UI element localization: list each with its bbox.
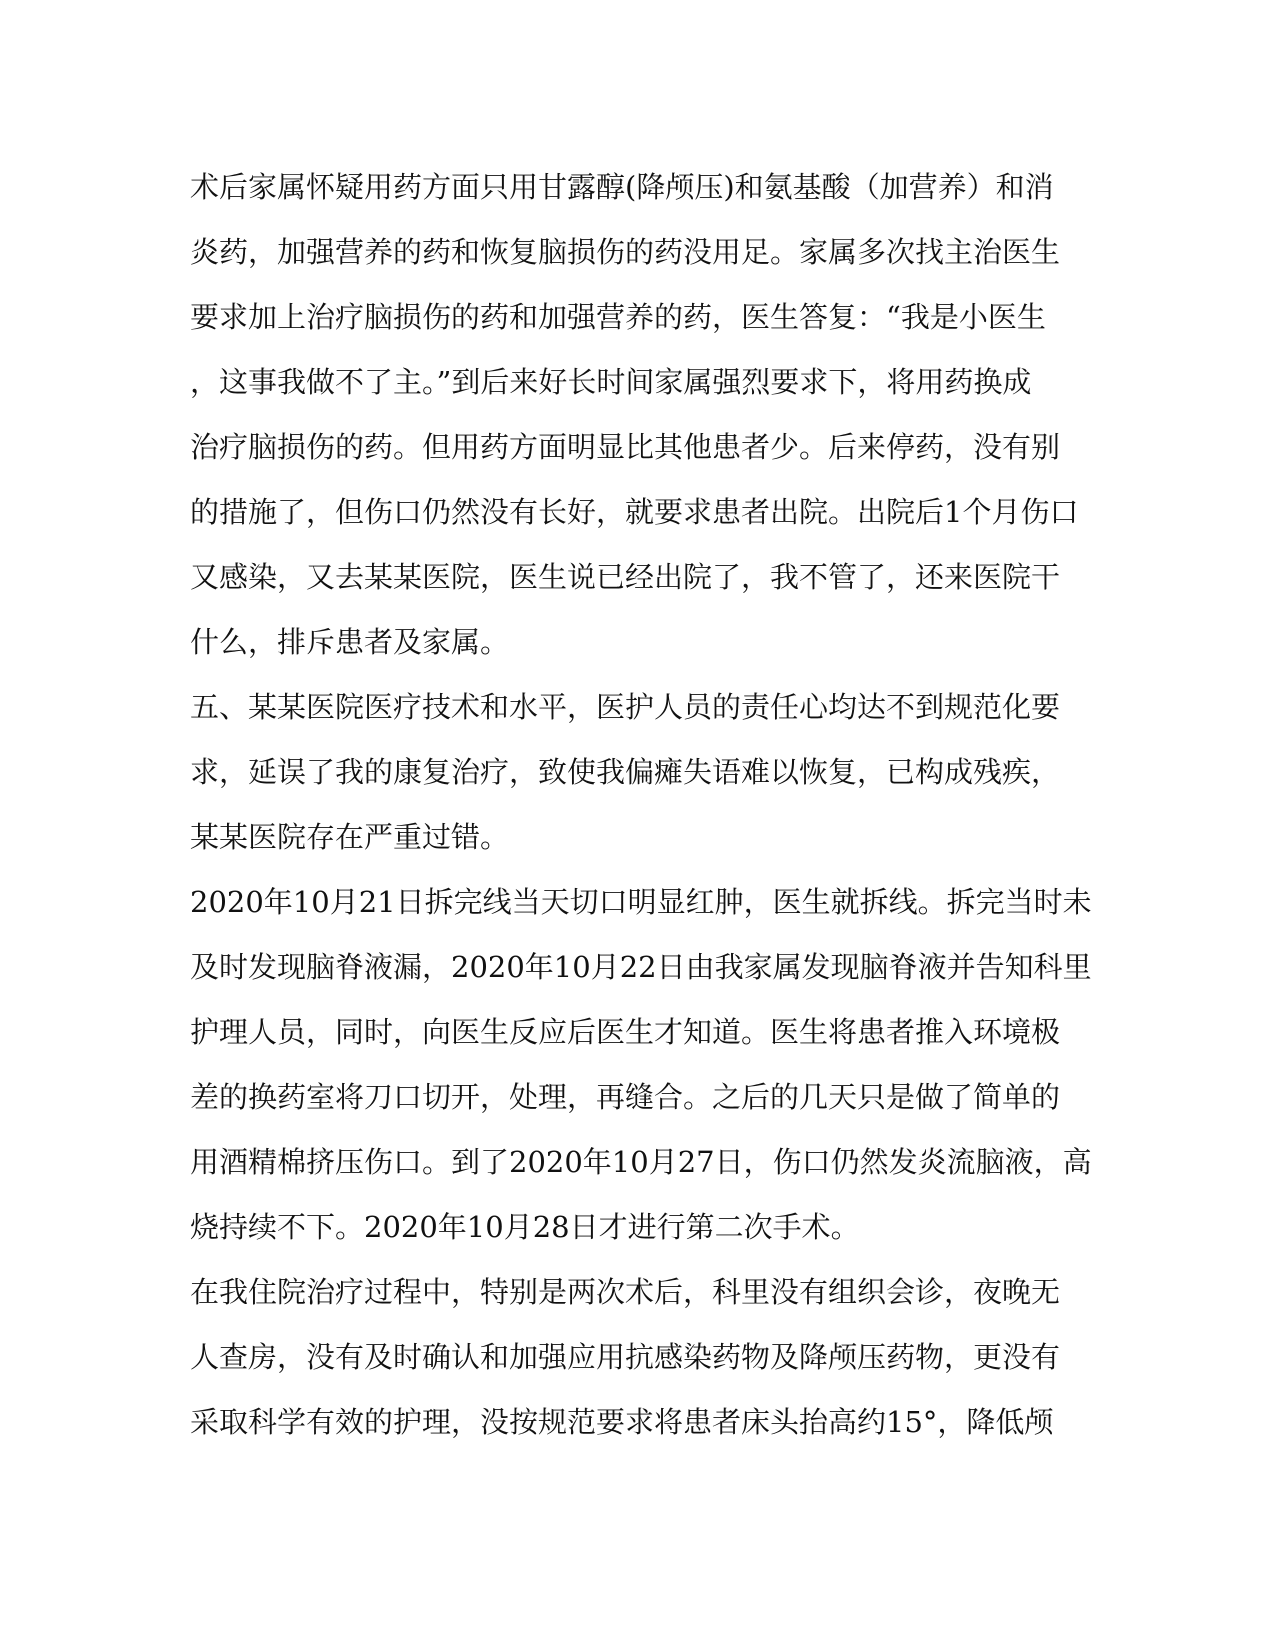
text-line: 炎药，加强营养的药和恢复脑损伤的药没用足。家属多次找主治医生	[190, 235, 1061, 269]
text-line: 烧持续不下。2020年10月28日才进行第二次手术。	[190, 1210, 860, 1244]
text-line: 术后家属怀疑用药方面只用甘露醇(降颅压)和氨基酸（加营养）和消	[190, 170, 1054, 204]
text-line: 五、某某医院医疗技术和水平，医护人员的责任心均达不到规范化要	[190, 690, 1061, 724]
text-line: 护理人员，同时，向医生反应后医生才知道。医生将患者推入环境极	[190, 1015, 1061, 1049]
text-line: 又感染，又去某某医院，医生说已经出院了，我不管了，还来医院干	[190, 560, 1061, 594]
text-line: 差的换药室将刀口切开，处理，再缝合。之后的几天只是做了简单的	[190, 1080, 1061, 1114]
text-line: 某某医院存在严重过错。	[190, 820, 510, 854]
text-line: 要求加上治疗脑损伤的药和加强营养的药，医生答复：“我是小医生	[190, 300, 1046, 334]
text-line: 人查房，没有及时确认和加强应用抗感染药物及降颅压药物，更没有	[190, 1340, 1061, 1374]
text-line: 求，延误了我的康复治疗，致使我偏瘫失语难以恢复，已构成残疾，	[190, 755, 1061, 789]
text-line: 治疗脑损伤的药。但用药方面明显比其他患者少。后来停药，没有别	[190, 430, 1061, 464]
text-line: 2020年10月21日拆完线当天切口明显红肿，医生就拆线。拆完当时未	[190, 885, 1092, 919]
text-line: ，这事我做不了主。”到后来好长时间家属强烈要求下，将用药换成	[190, 365, 1032, 399]
text-line: 用酒精棉挤压伤口。到了2020年10月27日，伤口仍然发炎流脑液，高	[190, 1145, 1092, 1179]
text-line: 及时发现脑脊液漏，2020年10月22日由我家属发现脑脊液并告知科里	[190, 950, 1092, 984]
text-line: 的措施了，但伤口仍然没有长好，就要求患者出院。出院后1个月伤口	[190, 495, 1079, 529]
text-line: 在我住院治疗过程中，特别是两次术后，科里没有组织会诊，夜晚无	[190, 1275, 1061, 1309]
text-line: 什么，排斥患者及家属。	[190, 625, 510, 659]
document-body	[190, 155, 1090, 1455]
text-line: 采取科学有效的护理，没按规范要求将患者床头抬高约15°，降低颅	[190, 1405, 1054, 1439]
